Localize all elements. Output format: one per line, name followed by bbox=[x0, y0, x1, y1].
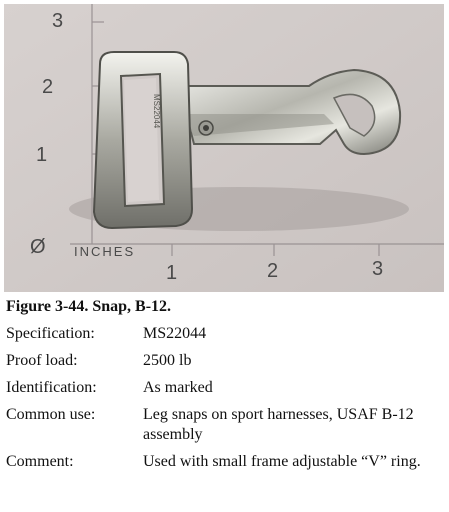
spec-value: MS22044 bbox=[143, 325, 207, 342]
ruler-y-label-2: 2 bbox=[42, 76, 54, 98]
spec-row-specification bbox=[6, 324, 444, 344]
spec-value: Leg snaps on sport harnesses, USAF B-12 assembly bbox=[143, 406, 414, 443]
ruler-unit: INCHES bbox=[74, 244, 136, 259]
spec-label: Proof load: bbox=[6, 352, 78, 369]
ruler-y-label-3: 3 bbox=[52, 10, 64, 32]
spec-label: Identification: bbox=[6, 379, 97, 396]
ruler-x-label-3: 3 bbox=[372, 258, 384, 280]
spec-label: Common use: bbox=[6, 406, 96, 423]
snap-photo-graphic bbox=[4, 4, 444, 292]
spec-value: Used with small frame adjustable “V” ring. bbox=[143, 453, 421, 470]
spec-row-comment bbox=[6, 452, 444, 472]
spec-value: 2500 lb bbox=[143, 352, 192, 369]
ruler-x-label-2: 2 bbox=[267, 260, 279, 282]
spec-value: As marked bbox=[143, 379, 213, 396]
spec-label: Comment: bbox=[6, 453, 74, 470]
snap-photo bbox=[4, 4, 444, 292]
hardware-marking: MS22044 bbox=[152, 94, 161, 129]
spec-row-proof-load bbox=[6, 351, 444, 371]
spec-label: Specification: bbox=[6, 325, 95, 342]
spec-table bbox=[6, 324, 444, 479]
spec-row-common-use bbox=[6, 405, 444, 445]
ruler-x-label-1: 1 bbox=[166, 262, 178, 284]
ruler-y-label-1: 1 bbox=[36, 144, 48, 166]
figure-caption: Figure 3-44. Snap, B-12. bbox=[6, 298, 172, 315]
ruler-y-label-0: Ø bbox=[30, 236, 46, 258]
spec-row-identification bbox=[6, 378, 444, 398]
